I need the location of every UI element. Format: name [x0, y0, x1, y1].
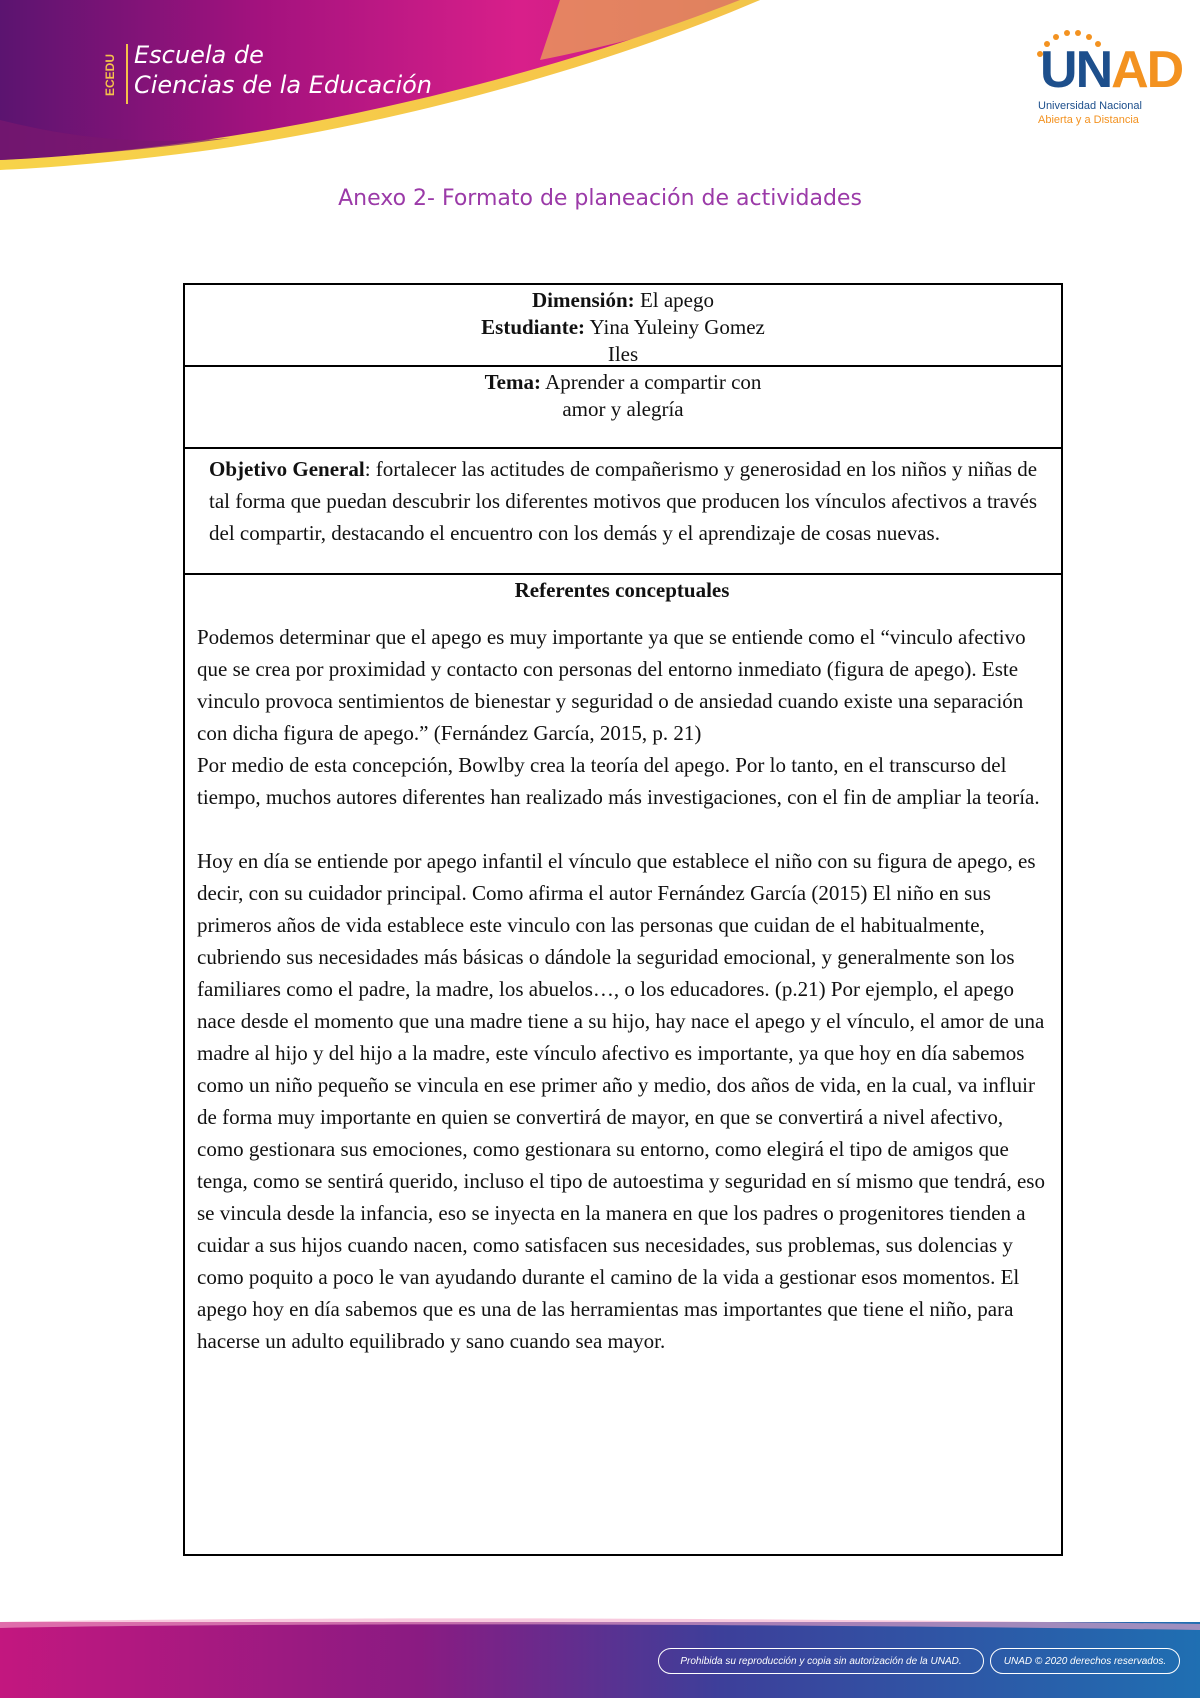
- footer-copyright: UNAD © 2020 derechos reservados.: [990, 1648, 1180, 1674]
- school-name: [134, 40, 432, 100]
- ecedu-tag: [104, 40, 122, 110]
- school-name-line1: Escuela de: [134, 41, 264, 69]
- school-name-line2: Ciencias de la Educación: [134, 71, 433, 99]
- logo-wordmark: UNAD: [1040, 41, 1183, 99]
- tema-cell: [185, 367, 1061, 449]
- planning-table: [183, 283, 1063, 1556]
- dimension-line: Dimensión: El apego: [532, 288, 714, 312]
- logo-subtitle-2: Abierta y a Distancia: [1038, 114, 1139, 126]
- header-banner: [0, 0, 1200, 200]
- footer-notice: Prohibida su reproducción y copia sin autorización de la UNAD.: [658, 1648, 984, 1674]
- tema-line-2: amor y alegría: [562, 397, 684, 421]
- referentes-paragraph-3: Hoy en día se entiende por apego infantil el vínculo que establece el niño con su figura de apego, es decir, con su cuidador principal. Como afirma el autor Fernández García (2015) El niño en sus primeros años de vida establece este vinculo con las personas que cuidan de el habitualmente, cubriendo sus necesidades más básicas o dándole la seguridad emocional, y generalmente son los familiares como el padre, la madre, los abuelos…, o los educadores. (p.21) Por ejemplo, el apego nace desde el momento que una madre tiene a su hijo, hay nace el apego y el vínculo, el amor de una madre al hijo y del hijo a la madre, este vínculo afectivo es importante, ya que hoy en día sabemos como un niño pequeño se vincula en ese primer año y medio, dos años de vida, en la cual, va influir de forma muy importante en quien se convertirá de mayor, en que se convertirá a nivel afectivo, como gestionara sus emociones, como gestionara su entorno, como elegirá el tipo de amigos que tenga, como se sentirá querido, incluso el tipo de autoestima y seguridad en sí mismo que tendrá, eso se vincula desde la infancia, eso se inyecta en la manera en que los padres o progenitores tienden a cuidar a sus hijos cuando nacen, como satisfacen sus necesidades, sus problemas, sus dolencias y como poquito a poco le van ayudando durante el camino de la vida a gestionar esos momentos. El apego hoy en día sabemos que es una de las herramientas mas importantes que tiene el niño, para hacerse un adulto equilibrado y sano cuando sea mayor.: [197, 849, 1045, 1353]
- student-line-2: Iles: [607, 342, 639, 366]
- referentes-paragraph-1: Podemos determinar que el apego es muy importante ya que se entiende como el “vinculo afectivo que se crea por proximidad y contacto con personas del entorno inmediato (figura de apego). Este vinculo provoca sentimientos de bienestar y seguridad o de ansiedad cuando existe una separación con dicha figura de apego.” (Fernández García, 2015, p. 21): [197, 625, 1026, 745]
- unad-logo: [1034, 26, 1183, 136]
- tema-line: Tema: Aprender a compartir con: [484, 370, 762, 394]
- school-divider: [126, 44, 128, 104]
- student-line: Estudiante: Yina Yuleiny Gomez: [481, 315, 765, 339]
- referentes-paragraph-2: Por medio de esta concepción, Bowlby crea la teoría del apego. Por lo tanto, en el transcurso del tiempo, muchos autores diferentes han realizado más investigaciones, con el fin de ampliar la teoría.: [197, 753, 1040, 809]
- referentes-cell: [185, 575, 1061, 1554]
- ecedu-text: ECEDU: [103, 54, 117, 97]
- document-title: Anexo 2- Formato de planeación de actividades: [338, 186, 862, 211]
- dimension-student-cell: [185, 285, 1061, 367]
- objective-cell: [185, 449, 1061, 575]
- objective-text: Objetivo General: fortalecer las actitudes de compañerismo y generosidad en los niños y niñas de tal forma que puedan descubrir los diferentes motivos que producen los vínculos afectivos a través del compartir, destacando el encuentro con los demás y el aprendizaje de cosas nuevas.: [209, 457, 1038, 545]
- logo-subtitle-1: Universidad Nacional: [1038, 100, 1142, 112]
- referentes-heading: Referentes conceptuales: [514, 578, 730, 602]
